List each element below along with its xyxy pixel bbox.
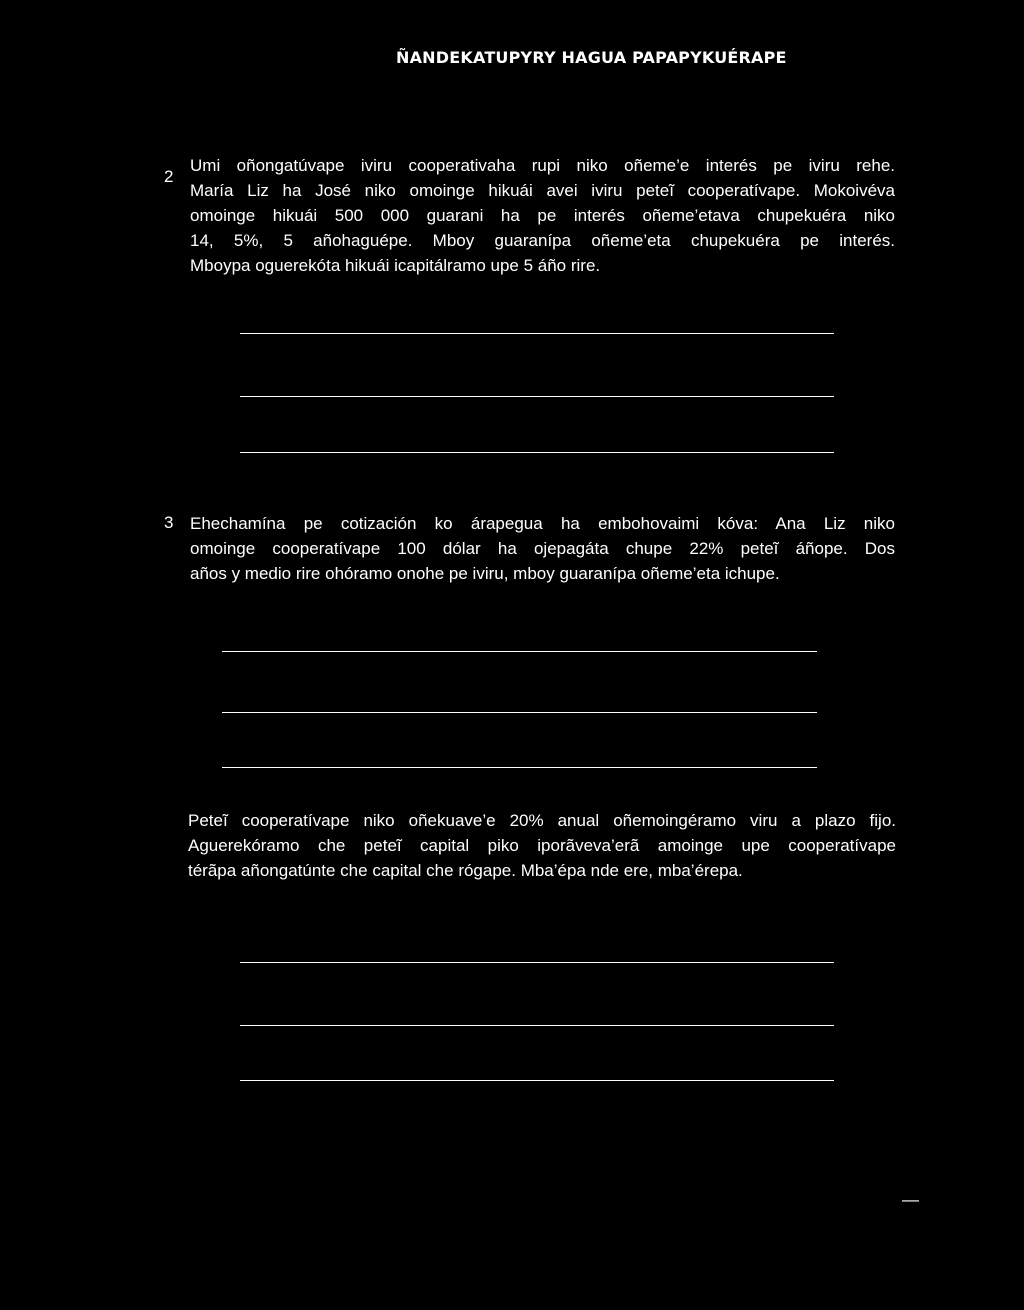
answer-line[interactable]: [222, 767, 817, 768]
answer-line[interactable]: [240, 396, 834, 397]
answer-line[interactable]: [222, 712, 817, 713]
answer-line[interactable]: [240, 1025, 834, 1026]
exercise-3-line-1: Ehechamína pe cotización ko árapegua ha embohovaimi kóva: Ana Liz niko: [190, 514, 895, 533]
exercise-2-line-5: Mboypa oguerekóta hikuái icapitálramo upe 5 áño rire.: [190, 256, 601, 275]
exercise-4-text: [188, 808, 896, 883]
exercise-4-line-1: Peteĩ cooperatívape niko oñekuave’e 20% anual oñemoingéramo viru a plazo fijo.: [188, 811, 896, 830]
exercise-4-line-2: Aguerekóramo che peteĩ capital piko iporãveva’erã amoinge upe cooperatívape: [188, 836, 896, 855]
answer-line[interactable]: [240, 333, 834, 334]
footer-dash: —: [902, 1190, 919, 1209]
answer-line[interactable]: [222, 651, 817, 652]
answer-line[interactable]: [240, 962, 834, 963]
exercise-2-line-4: 14, 5%, 5 añohaguépe. Mboy guaranípa oñeme’eta chupekuéra pe interés.: [190, 231, 895, 250]
exercise-2-line-2: María Liz ha José niko omoinge hikuái avei iviru peteĩ cooperatívape. Mokoivéva: [190, 181, 895, 200]
exercise-3-line-3: años y medio rire ohóramo onohe pe iviru, mboy guaranípa oñeme’eta ichupe.: [190, 564, 780, 583]
exercise-2-line-3: omoinge hikuái 500 000 guarani ha pe interés oñeme’etava chupekuéra niko: [190, 206, 895, 225]
page-header-title: ÑANDEKATUPYRY HAGUA PAPAPYKUÉRAPE: [396, 48, 787, 67]
exercise-4-line-3: térãpa añongatúnte che capital che rógape. Mba’épa nde ere, mba’érepa.: [188, 861, 743, 880]
exercise-2-text: [190, 153, 895, 278]
answer-line[interactable]: [240, 1080, 834, 1081]
exercise-3-number: 3: [164, 513, 174, 532]
exercise-3-text: [190, 511, 895, 586]
exercise-3-line-2: omoinge cooperatívape 100 dólar ha ojepagáta chupe 22% peteĩ áñope. Dos: [190, 539, 895, 558]
answer-line[interactable]: [240, 452, 834, 453]
exercise-2-line-1: Umi oñongatúvape iviru cooperativaha rupi niko oñeme’e interés pe iviru rehe.: [190, 156, 895, 175]
exercise-2-number: 2: [164, 167, 174, 186]
